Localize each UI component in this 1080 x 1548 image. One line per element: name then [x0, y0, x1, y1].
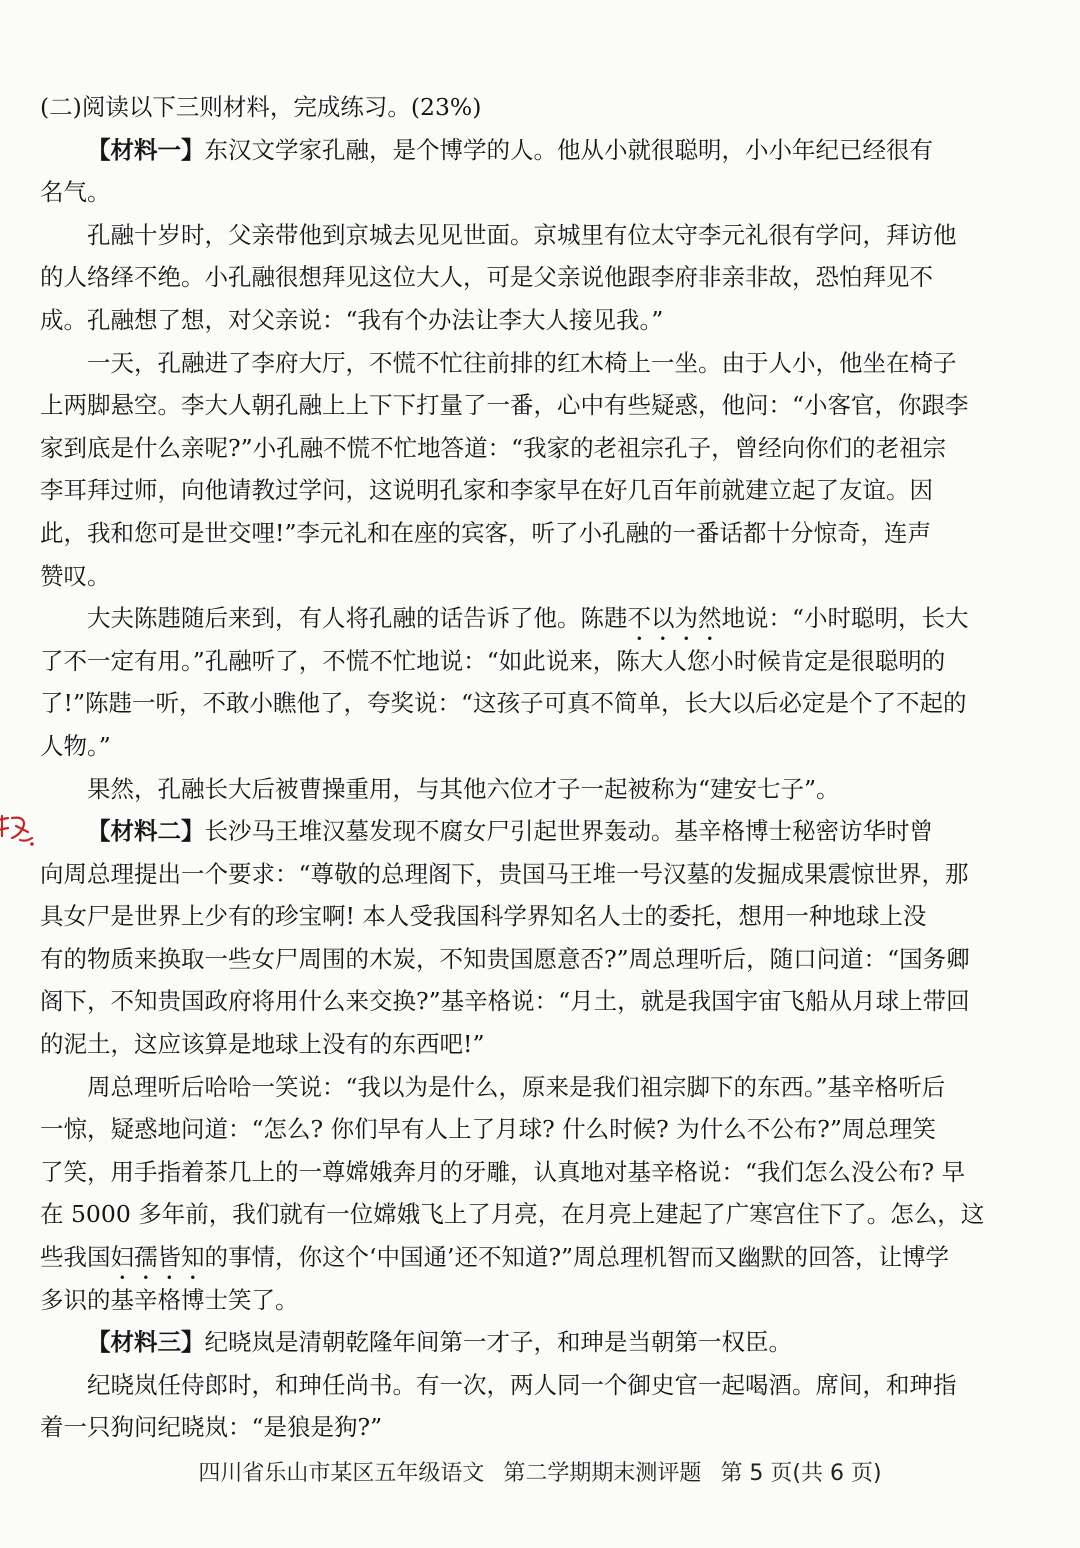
- text-line: 李耳拜过师，向他请教过学问，这说明孔家和李家早在好几百年前就建立起了友谊。因: [40, 476, 933, 505]
- footer-exam-name: 四川省乐山市某区五年级语文: [198, 1461, 485, 1486]
- text-line: 此，我和您可是世交哩!”李元礼和在座的宾客，听了小孔融的一番话都十分惊奇，连声: [40, 518, 931, 547]
- text-line: 了!”陈韪一听，不敢小瞧他了，夸奖说：“这孩子可真不简单，长大以后必定是个了不起的: [40, 689, 967, 718]
- text-line: 的泥土，这应该算是地球上没有的东西吧!”: [40, 1030, 485, 1059]
- text-line: 阁下，不知贵国政府将用什么来交换?”基辛格说：“月土，就是我国宇宙飞船从月球上带回: [40, 987, 970, 1016]
- material2-tag: 【材料二】: [87, 817, 205, 846]
- material2-first-line: 【材料二】长沙马王堆汉墓发现不腐女尸引起世界轰动。基辛格博士秘密访华时曾: [87, 817, 933, 846]
- text-line: 成。孔融想了想，对父亲说：“我有个办法让李大人接见我。”: [40, 305, 664, 334]
- text-line: 向周总理提出一个要求：“尊敬的总理阁下，贵国马王堆一号汉墓的发掘成果震惊世界，那: [40, 859, 969, 888]
- text-line: 一天，孔融进了李府大厅，不慌不忙往前排的红木椅上一坐。由于人小，他坐在椅子: [87, 348, 957, 377]
- text-line: 了笑，用手指着茶几上的一尊嫦娥奔月的牙雕，认真地对基辛格说：“我们怎么没公布? 早: [40, 1157, 966, 1186]
- text-line-fu: 些我国妇孺皆知的事情，你这个‘中国通’还不知道?”周总理机智而又幽默的回答，让博学: [40, 1243, 950, 1272]
- text-line: 多识的基辛格博士笑了。: [40, 1285, 299, 1314]
- text-line: 有的物质来换取一些女尸周围的木炭，不知贵国愿意否?”周总理听后，随口问道：“国务卿: [40, 944, 970, 973]
- text-line-chen: 大夫陈韪随后来到，有人将孔融的话告诉了他。陈韪不以为然地说：“小时聪明，长大: [87, 604, 969, 633]
- material1-tag: 【材料一】: [87, 135, 205, 164]
- text-line: 在 5000 多年前，我们就有一位嫦娥飞上了月亮，在月亮上建起了广寒宫住下了。怎么，这: [40, 1200, 985, 1229]
- section-title: (二)阅读以下三则材料，完成练习。(23%): [40, 93, 482, 121]
- exam-page: [40, 86, 1040, 1449]
- text-line: 孔融十岁时，父亲带他到京城去见见世面。京城里有位太守李元礼很有学问，拜访他: [87, 220, 957, 249]
- text-line: 着一只狗问纪晓岚：“是狼是狗?”: [40, 1413, 383, 1442]
- page-footer: [0, 1456, 1080, 1487]
- text-line: 赞叹。: [40, 561, 111, 590]
- text-line: 家到底是什么亲呢?”小孔融不慌不忙地答道：“我家的老祖宗孔子，曾经向你们的老祖宗: [40, 433, 947, 462]
- text-line: 上两脚悬空。李大人朝孔融上上下下打量了一番，心中有些疑惑，他问：“小客官，你跟李: [40, 391, 969, 420]
- text-line: 具女尸是世界上少有的珍宝啊! 本人受我国科学界知名人士的委托，想用一种地球上没: [40, 902, 927, 931]
- text-line: 名气。: [40, 178, 111, 207]
- material3-first-line: 【材料三】纪晓岚是清朝乾隆年间第一才子，和珅是当朝第一权臣。: [87, 1328, 792, 1357]
- text-line: 的人络绎不绝。小孔融很想拜见这位大人，可是父亲说他跟李府非亲非故，恐怕拜见不: [40, 263, 933, 292]
- text-line: 人物。”: [40, 731, 111, 760]
- handwritten-margin-mark: [0, 812, 36, 848]
- text-line: 果然，孔融长大后被曹操重用，与其他六位才子一起被称为“建安七子”。: [87, 774, 840, 803]
- footer-page-number: 第 5 页(共 6 页): [720, 1461, 882, 1486]
- text-line: 周总理听后哈哈一笑说：“我以为是什么，原来是我们祖宗脚下的东西。”基辛格听后: [87, 1072, 946, 1101]
- material1-first-line: 【材料一】东汉文学家孔融，是个博学的人。他从小就很聪明，小小年纪已经很有: [87, 135, 933, 164]
- text-line: 了不一定有用。”孔融听了，不慌不忙地说：“如此说来，陈大人您小时候肯定是很聪明的: [40, 646, 946, 675]
- dotted-word-furujiezhi: 妇孺皆知: [110, 1243, 205, 1272]
- text-line: 一惊，疑惑地问道：“怎么? 你们早有人上了月球? 什么时候? 为什么不公布?”周总理笑: [40, 1115, 936, 1144]
- material3-tag: 【材料三】: [87, 1328, 205, 1357]
- text-line: 纪晓岚任侍郎时，和珅任尚书。有一次，两人同一个御史官一起喝酒。席间，和珅指: [87, 1370, 957, 1399]
- footer-exam-term: 第二学期期末测评题: [503, 1461, 702, 1486]
- dotted-word-buyiweiran: 不以为然: [627, 604, 722, 633]
